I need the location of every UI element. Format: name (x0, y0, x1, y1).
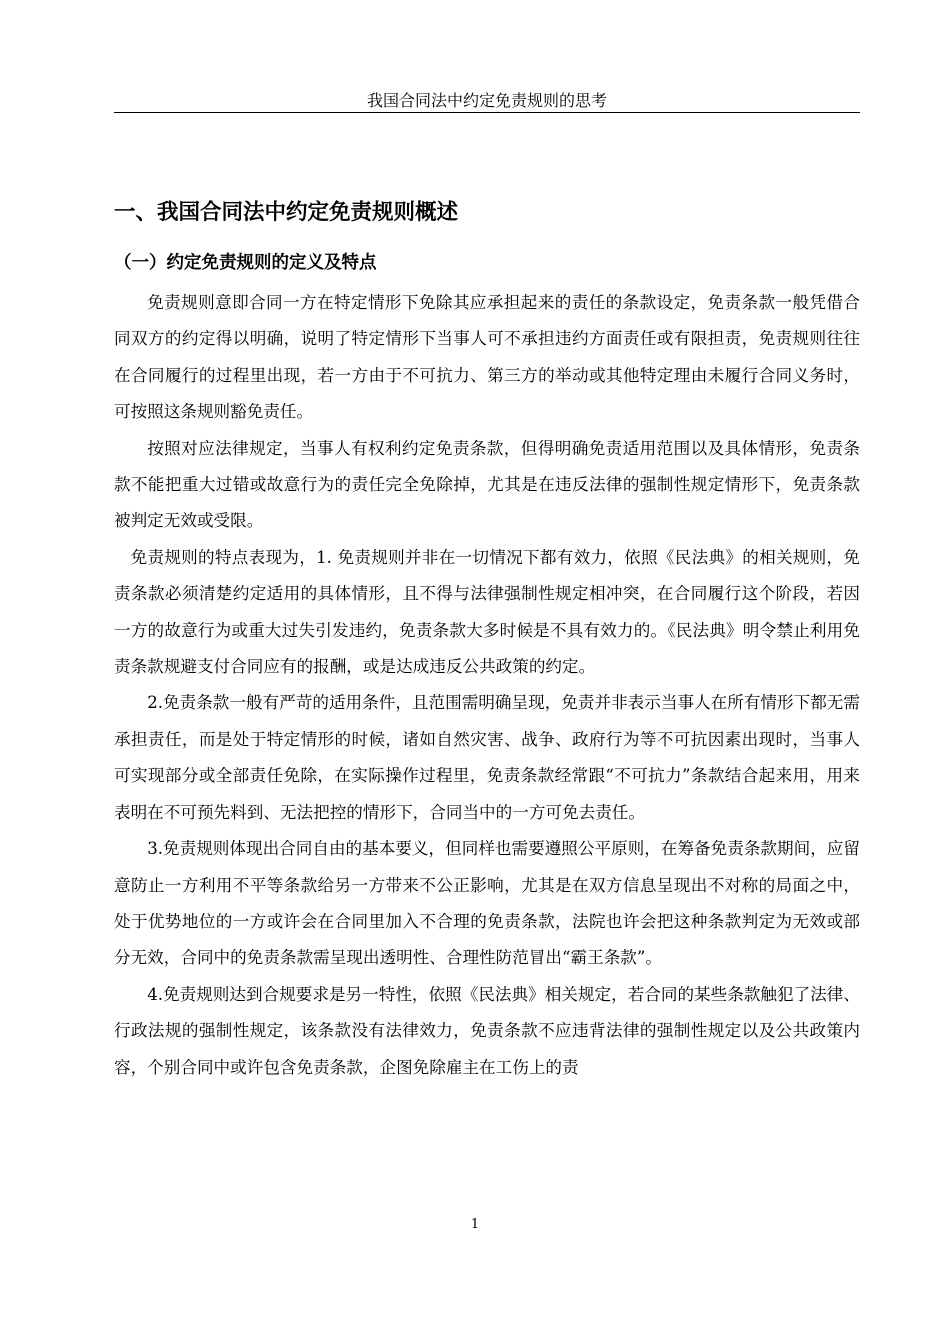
paragraph-definition: 免责规则意即合同一方在特定情形下免除其应承担起来的责任的条款设定，免责条款一般凭借合同双方的约定得以明确，说明了特定情形下当事人可不承担违约方面责任或有限担责，免责规则往往在合同履行的过程里出现，若一方由于不可抗力、第三方的举动或其他特定理由未履行合同义务时，可按照这条规则豁免责任。 (114, 293, 860, 422)
paragraph-feature-2: 2.免责条款一般有严苛的适用条件，且范围需明确呈现，免责并非表示当事人在所有情形下都无需承担责任，而是处于特定情形的时候，诸如自然灾害、战争、政府行为等不可抗因素出现时，当事人可实现部分或全部责任免除，在实际操作过程里，免责条款经常跟“不可抗力”条款结合起来用，用来表明在不可预先料到、无法把控的情形下，合同当中的一方可免去责任。 (114, 693, 860, 822)
paragraph-feature-3: 3.免责规则体现出合同自由的基本要义，但同样也需要遵照公平原则，在筹备免责条款期间，应留意防止一方利用不平等条款给另一方带来不公正影响，尤其是在双方信息呈现出不对称的局面之中，处于优势地位的一方或许会在合同里加入不合理的免责条款，法院也许会把这种条款判定为无效或部分无效，合同中的免责条款需呈现出透明性、合理性防范冒出“霸王条款”。 (114, 839, 860, 968)
running-header: 我国合同法中约定免责规则的思考 (366, 91, 607, 110)
section-title: 一、我国合同法中约定免责规则概述 (114, 200, 459, 225)
page-number: 1 (470, 1217, 480, 1232)
paragraph-feature-1: 免责规则的特点表现为，1. 免责规则并非在一切情况下都有效力，依照《民法典》的相关规则，免责条款必须清楚约定适用的具体情形，且不得与法律强制性规定相冲突，在合同履行这个阶段，若因一方的故意行为或重大过失引发违约，免责条款大多时候是不具有效力的。《民法典》明令禁止利用免责条款规避支付合同应有的报酬，或是达成违反公共政策的约定。 (114, 547, 860, 677)
body-text (114, 285, 860, 1086)
paragraph-feature-4: 4.免责规则达到合规要求是另一特性，依照《民法典》相关规定，若合同的某些条款触犯了法律、行政法规的强制性规定，该条款没有法律效力，免责条款不应违背法律的强制性规定以及公共政策内容，个别合同中或许包含免责条款，企图免除雇主在工伤上的责 (114, 984, 860, 1077)
header-rule (114, 112, 860, 113)
paragraph-legal-basis: 按照对应法律规定，当事人有权利约定免责条款，但得明确免责适用范围以及具体情形，免责条款不能把重大过错或故意行为的责任完全免除掉，尤其是在违反法律的强制性规定情形下，免责条款被判定无效或受限。 (114, 438, 860, 531)
subsection-title: （一）约定免责规则的定义及特点 (114, 253, 377, 273)
